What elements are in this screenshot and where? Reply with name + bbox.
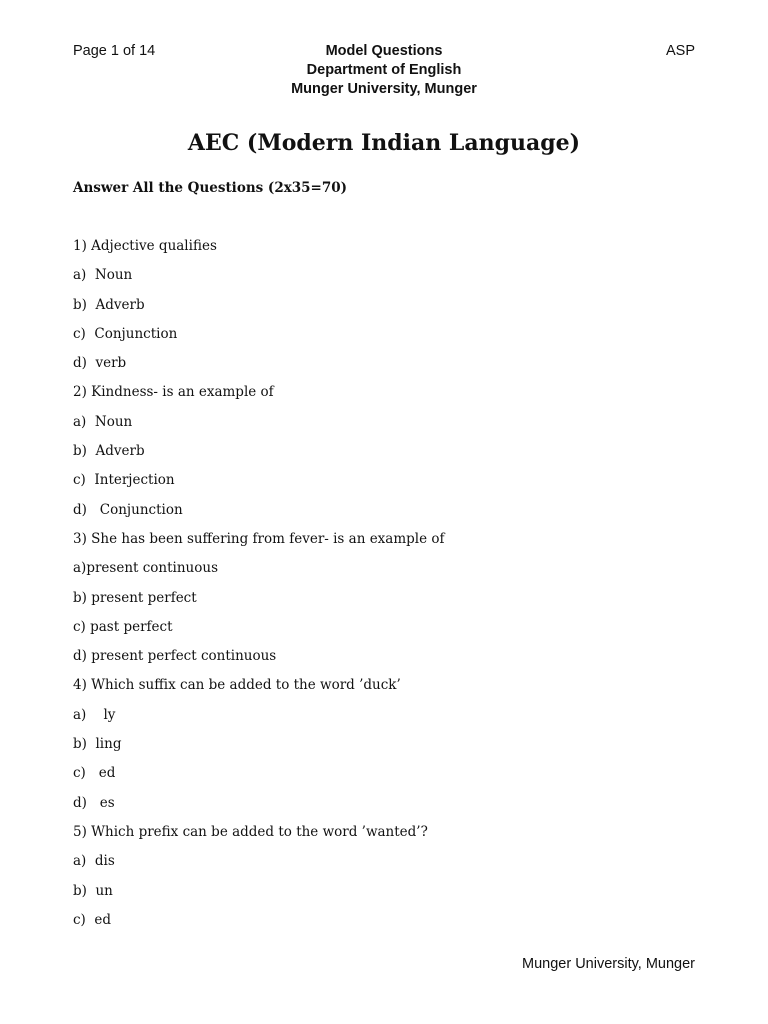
question-text: 3) She has been suffering from fever- is an example of xyxy=(73,530,445,547)
header-line: Model Questions xyxy=(325,43,443,59)
answer-option: b) un xyxy=(73,882,113,899)
answer-option: c) Conjunction xyxy=(73,325,178,342)
answer-option: d) present perfect continuous xyxy=(73,648,277,665)
document-title: AEC (Modern Indian Language) xyxy=(187,130,581,156)
instruction-text: Answer All the Questions (2x35=70) xyxy=(73,180,348,196)
answer-option: c) Interjection xyxy=(73,472,175,489)
answer-option: c) ed xyxy=(73,765,116,782)
header-line: Munger University, Munger xyxy=(291,81,477,97)
answer-option: d) Conjunction xyxy=(73,501,183,518)
question-text: 2) Kindness- is an example of xyxy=(73,384,274,401)
answer-option: a) Noun xyxy=(73,413,133,430)
page-number: Page 1 of 14 xyxy=(73,43,156,59)
answer-option: a)present continuous xyxy=(73,560,218,577)
answer-option: c) ed xyxy=(73,911,112,928)
question-list xyxy=(73,236,693,939)
answer-option: d) verb xyxy=(73,355,127,372)
answer-option: a) Noun xyxy=(73,267,133,284)
answer-option: a) dis xyxy=(73,853,115,870)
answer-option: d) es xyxy=(73,794,115,811)
answer-option: c) past perfect xyxy=(73,618,173,635)
answer-option: b) Adverb xyxy=(73,296,145,313)
question-text: 5) Which prefix can be added to the word ’wanted’? xyxy=(73,823,428,840)
answer-option: b) present perfect xyxy=(73,589,197,606)
header-line: Department of English xyxy=(306,62,462,78)
question-text: 1) Adjective qualifies xyxy=(73,238,217,254)
header-code: ASP xyxy=(665,43,695,59)
answer-option: b) Adverb xyxy=(73,443,145,460)
question-text: 4) Which suffix can be added to the word ’duck’ xyxy=(73,677,401,694)
page-footer: Munger University, Munger xyxy=(522,956,695,972)
header-block xyxy=(0,42,768,99)
answer-option: b) ling xyxy=(73,736,122,753)
answer-option: a) ly xyxy=(73,706,116,723)
